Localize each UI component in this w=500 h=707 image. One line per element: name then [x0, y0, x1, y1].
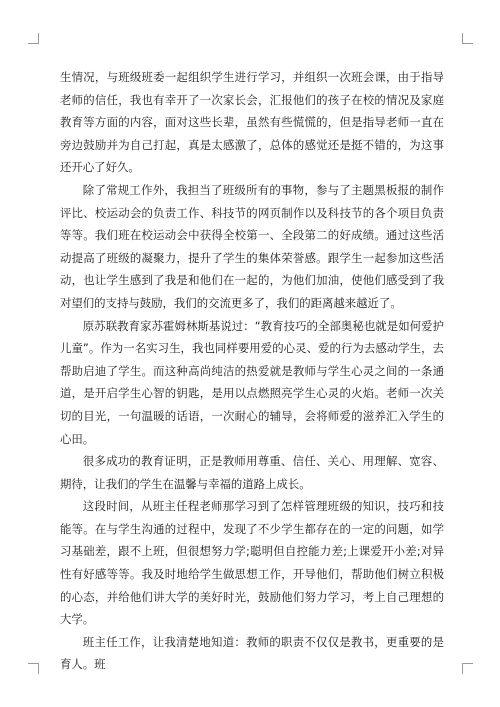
paragraph-4: 很多成功的教育证明，正是教师用尊重、信任、关心、用理解、宽容、期待，让我们的学生在温馨与幸福的道路上成长。: [60, 454, 444, 491]
crop-mark-top-left: [28, 33, 39, 44]
crop-mark-bottom-right: [462, 663, 473, 674]
crop-mark-bottom-left: [28, 663, 39, 674]
crop-mark-top-right: [462, 33, 473, 44]
paragraph-2: 除了常规工作外，我担当了班级所有的事物，参与了主题黑板报的制作评比、校运动会的负责工作、科技节的网页制作以及科技节的各个项目负责等等。我们班在校运动会中获得全校第一、全段第二的好成绩。通过这些活动提高了班级的凝聚力，提升了学生的集体荣誉感。跟学生一起参加这些活动，也让学生感到了我是和他们在一起的，为他们加油，使他们感受到了我对望们的支持与鼓励，我们的交流更多了，我们的距离越来越近了。: [60, 182, 444, 310]
paragraph-6: 班主任工作，让我清楚地知道：教师的职责不仅仅是教书，更重要的是育人。班: [60, 634, 444, 672]
paragraph-1: 生情况，与班级班委一起组织学生进行学习，并组织一次班会课，由于指导老师的信任，我也有幸开了一次家长会，汇报他们的孩子在校的情况及家庭教育等方面的内容，面对这些长辈，虽然有些慌慌的，但是指导老师一直在旁边鼓励并为自己打起，真是太感激了，总体的感觉还是挺不错的，为这事还开心了好久。: [60, 70, 444, 175]
paragraph-3: 原苏联教育家苏霍姆林斯基说过：“教育技巧的全部奥秘也就是如何爱护儿童”。作为一名实习生，我也同样要用爱的心灵、爱的行为去感动学生，去帮助启迪了学生。而这种高尚纯洁的热爱就是教师与学生心灵之间的一条通道，是开启学生心智的钥匙，是用以点燃照亮学生心灵的火焰。老师一次关切的目光，一句温暖的话语，一次耐心的辅导，会将师爱的滋养汇入学生的心田。: [60, 318, 444, 446]
paragraph-5: 这段时间，从班主任程老师那学习到了怎样管理班级的知识，技巧和技能等。在与学生沟通的过程中，发现了不少学生都存在的一定的问题，如学习基础差，跟不上班，但很想努力学;聪明但自控能力差;上课爱开小差;对异性有好感等等。我及时地给学生做思想工作，开导他们，帮助他们树立积极的心态，并给他们讲大学的美好时光，鼓励他们努力学习，考上自己理想的大学。: [60, 499, 444, 627]
document-body: [60, 66, 444, 676]
